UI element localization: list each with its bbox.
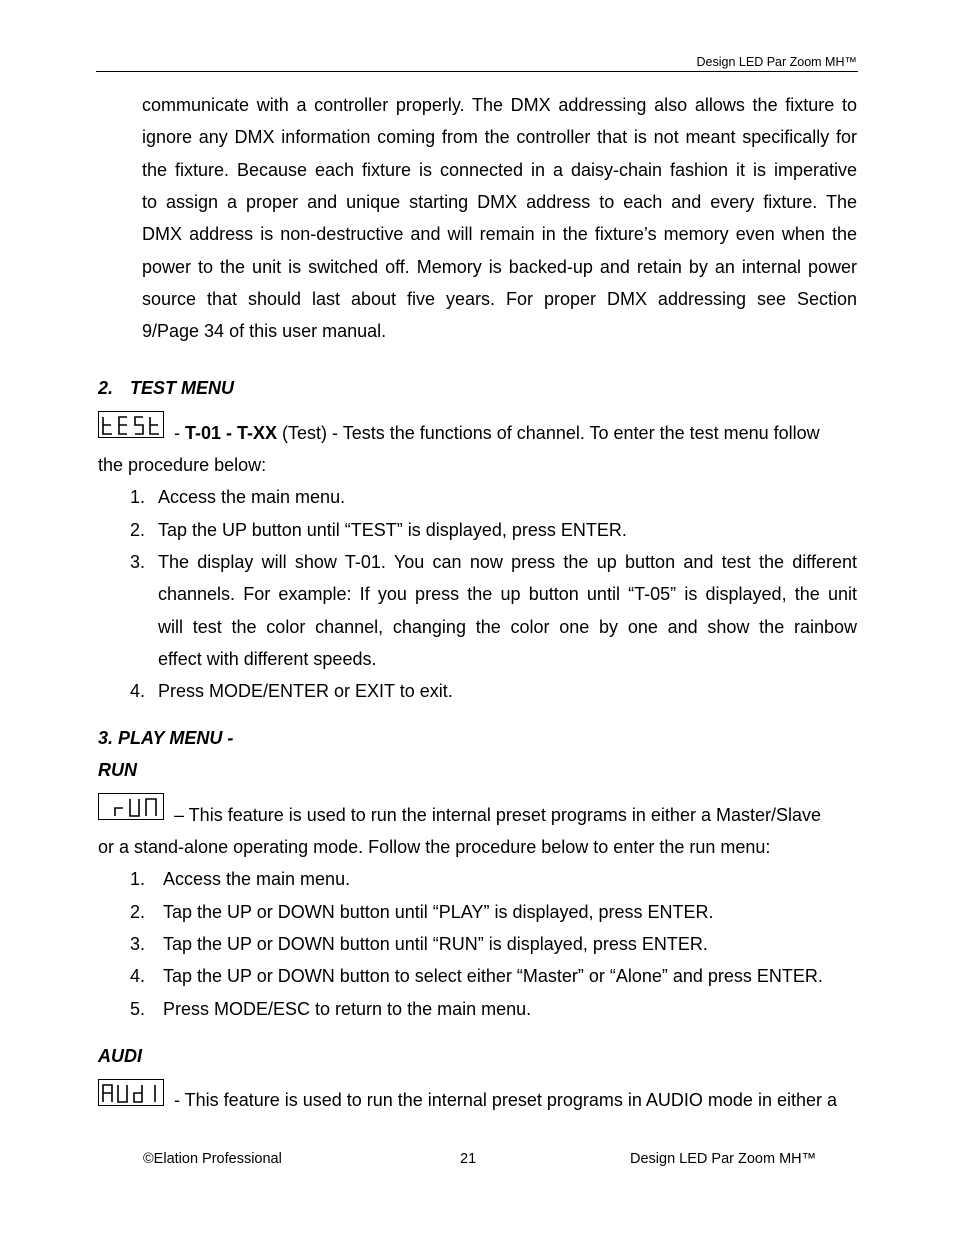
step-text: Tap the UP or DOWN button until “PLAY” is displayed, press ENTER. <box>163 902 714 922</box>
section-heading-play-menu: 3. PLAY MENU - <box>98 728 234 748</box>
header-rule <box>96 71 858 72</box>
test-menu-intro-line2: the procedure below: <box>98 455 267 475</box>
step-text: Access the main menu. <box>163 869 351 889</box>
intro-line: power to the unit is switched off. Memory is backed-up and retain by an internal power <box>142 257 857 277</box>
footer-copyright: ©Elation Professional <box>143 1151 282 1167</box>
intro-line: the fixture. Because each fixture is connected in a daisy-chain fashion it is imperative <box>142 160 857 180</box>
audi-intro-line1: - This feature is used to run the internal preset programs in AUDIO mode in either a <box>174 1090 837 1110</box>
step-number: 2. <box>130 902 146 922</box>
step-text: Press MODE/ESC to return to the main menu. <box>163 999 532 1019</box>
step-number: 1. <box>130 487 146 507</box>
step-text: Tap the UP or DOWN button to select either “Master” or “Alone” and press ENTER. <box>163 966 823 986</box>
heading-number: 2. <box>98 378 114 398</box>
intro-line: communicate with a controller properly. The DMX addressing also allows the fixture to <box>142 95 857 115</box>
subheading-run: RUN <box>98 760 137 780</box>
step-text: will test the color channel, changing the color one by one and show the rainbow <box>158 617 857 637</box>
lcd-run-glyphs <box>99 794 165 821</box>
step-text: effect with different speeds. <box>158 649 377 669</box>
test-range: T-01 - T-XX <box>185 423 278 443</box>
lead-rest: (Test) - Tests the functions of channel. To enter the test menu follow <box>277 423 820 443</box>
lead-dash: - <box>174 423 185 443</box>
step-number: 3. <box>130 552 146 572</box>
step-text: Access the main menu. <box>158 487 346 507</box>
intro-line: to assign a proper and unique starting DMX address to each and every fixture. The <box>142 192 857 212</box>
step-number: 4. <box>130 681 146 701</box>
lcd-display-test <box>98 411 164 438</box>
run-intro-line1: – This feature is used to run the internal preset programs in either a Master/Slave <box>174 805 821 825</box>
intro-line: ignore any DMX information coming from the controller that is not meant specifically for <box>142 127 857 147</box>
step-text: Tap the UP or DOWN button until “RUN” is displayed, press ENTER. <box>163 934 708 954</box>
section-heading-test-menu <box>98 378 234 399</box>
intro-line: 9/Page 34 of this user manual. <box>142 321 387 341</box>
step-text: The display will show T-01. You can now press the up button and test the different <box>158 552 857 572</box>
heading-text: TEST MENU <box>130 378 235 398</box>
intro-line: source that should last about five years. For proper DMX addressing see Section <box>142 289 857 309</box>
step-text: Tap the UP button until “TEST” is displayed, press ENTER. <box>158 520 627 540</box>
step-number: 1. <box>130 869 146 889</box>
step-text: Press MODE/ENTER or EXIT to exit. <box>158 681 453 701</box>
step-text: channels. For example: If you press the up button until “T-05” is displayed, the unit <box>158 584 857 604</box>
lcd-audi-glyphs <box>99 1080 165 1107</box>
page-header-title: Design LED Par Zoom MH™ <box>696 55 857 69</box>
step-number: 3. <box>130 934 146 954</box>
lcd-test-glyphs <box>99 412 165 439</box>
step-number: 5. <box>130 999 146 1019</box>
run-intro-line2: or a stand-alone operating mode. Follow the procedure below to enter the run menu: <box>98 837 771 857</box>
intro-line: DMX address is non-destructive and will remain in the fixture’s memory even when the <box>142 224 857 244</box>
test-menu-intro-line1 <box>174 423 820 444</box>
subheading-audi: AUDI <box>98 1046 142 1066</box>
lcd-display-run <box>98 793 164 820</box>
footer-page-number: 21 <box>460 1151 477 1167</box>
step-number: 2. <box>130 520 146 540</box>
lcd-display-audi <box>98 1079 164 1106</box>
footer-product-title: Design LED Par Zoom MH™ <box>630 1151 817 1167</box>
step-number: 4. <box>130 966 146 986</box>
